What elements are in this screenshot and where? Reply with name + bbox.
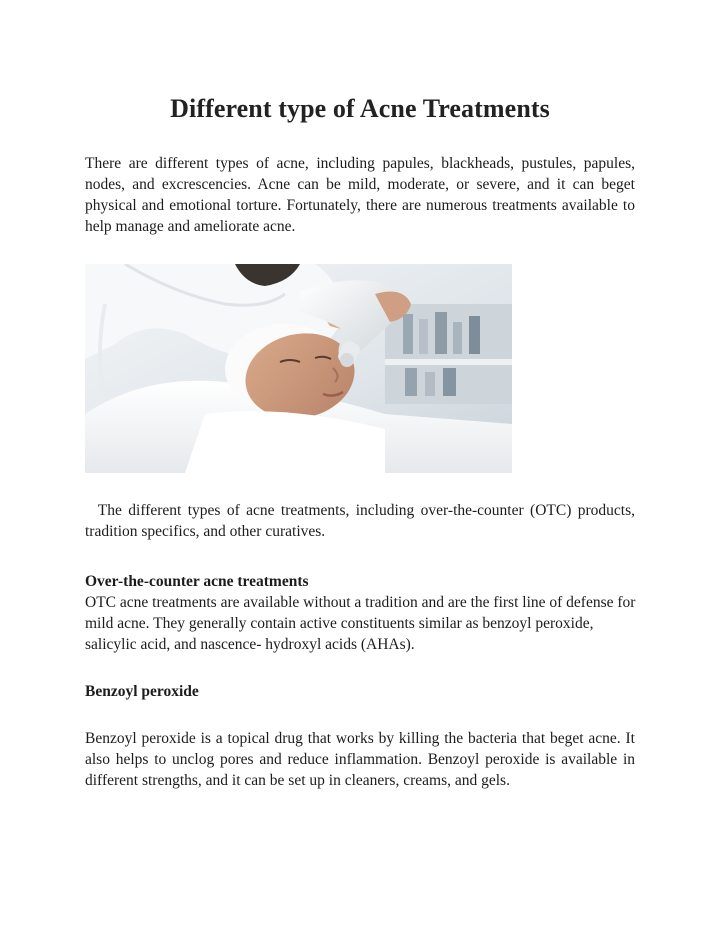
otc-paragraph: OTC acne treatments are available without a tradition and are the first line of defense for mild acne. They generally contain active constituents similar as benzoyl peroxide, salicylic acid, and nascence- hydroxyl acids (AHAs). (85, 594, 636, 653)
benzoyl-paragraph: Benzoyl peroxide is a topical drug that works by killing the bacteria that beget acne. It also helps to unclog pores and reduce inflammation. Benzoyl peroxide is available in different strengths, and it can be set up in cleaners, creams, and gels. (85, 730, 635, 789)
otc-heading: Over-the-counter acne treatments (85, 573, 309, 590)
treatment-types-paragraph: The different types of acne treatments, including over-the-counter (OTC) products, tradition specifics, and other curatives. (85, 502, 639, 540)
page-title: Different type of Acne Treatments (170, 94, 550, 123)
intro-paragraph: There are different types of acne, including papules, blackheads, pustules, papules, nodes, and excrescencies. Acne can be mild, moderate, or severe, and it can beget physical and emotional torture. Fortunately, there are numerous treatments available to help manage and ameliorate acne. (85, 155, 635, 235)
benzoyl-heading: Benzoyl peroxide (85, 683, 199, 700)
facial-treatment-photo (85, 264, 512, 473)
